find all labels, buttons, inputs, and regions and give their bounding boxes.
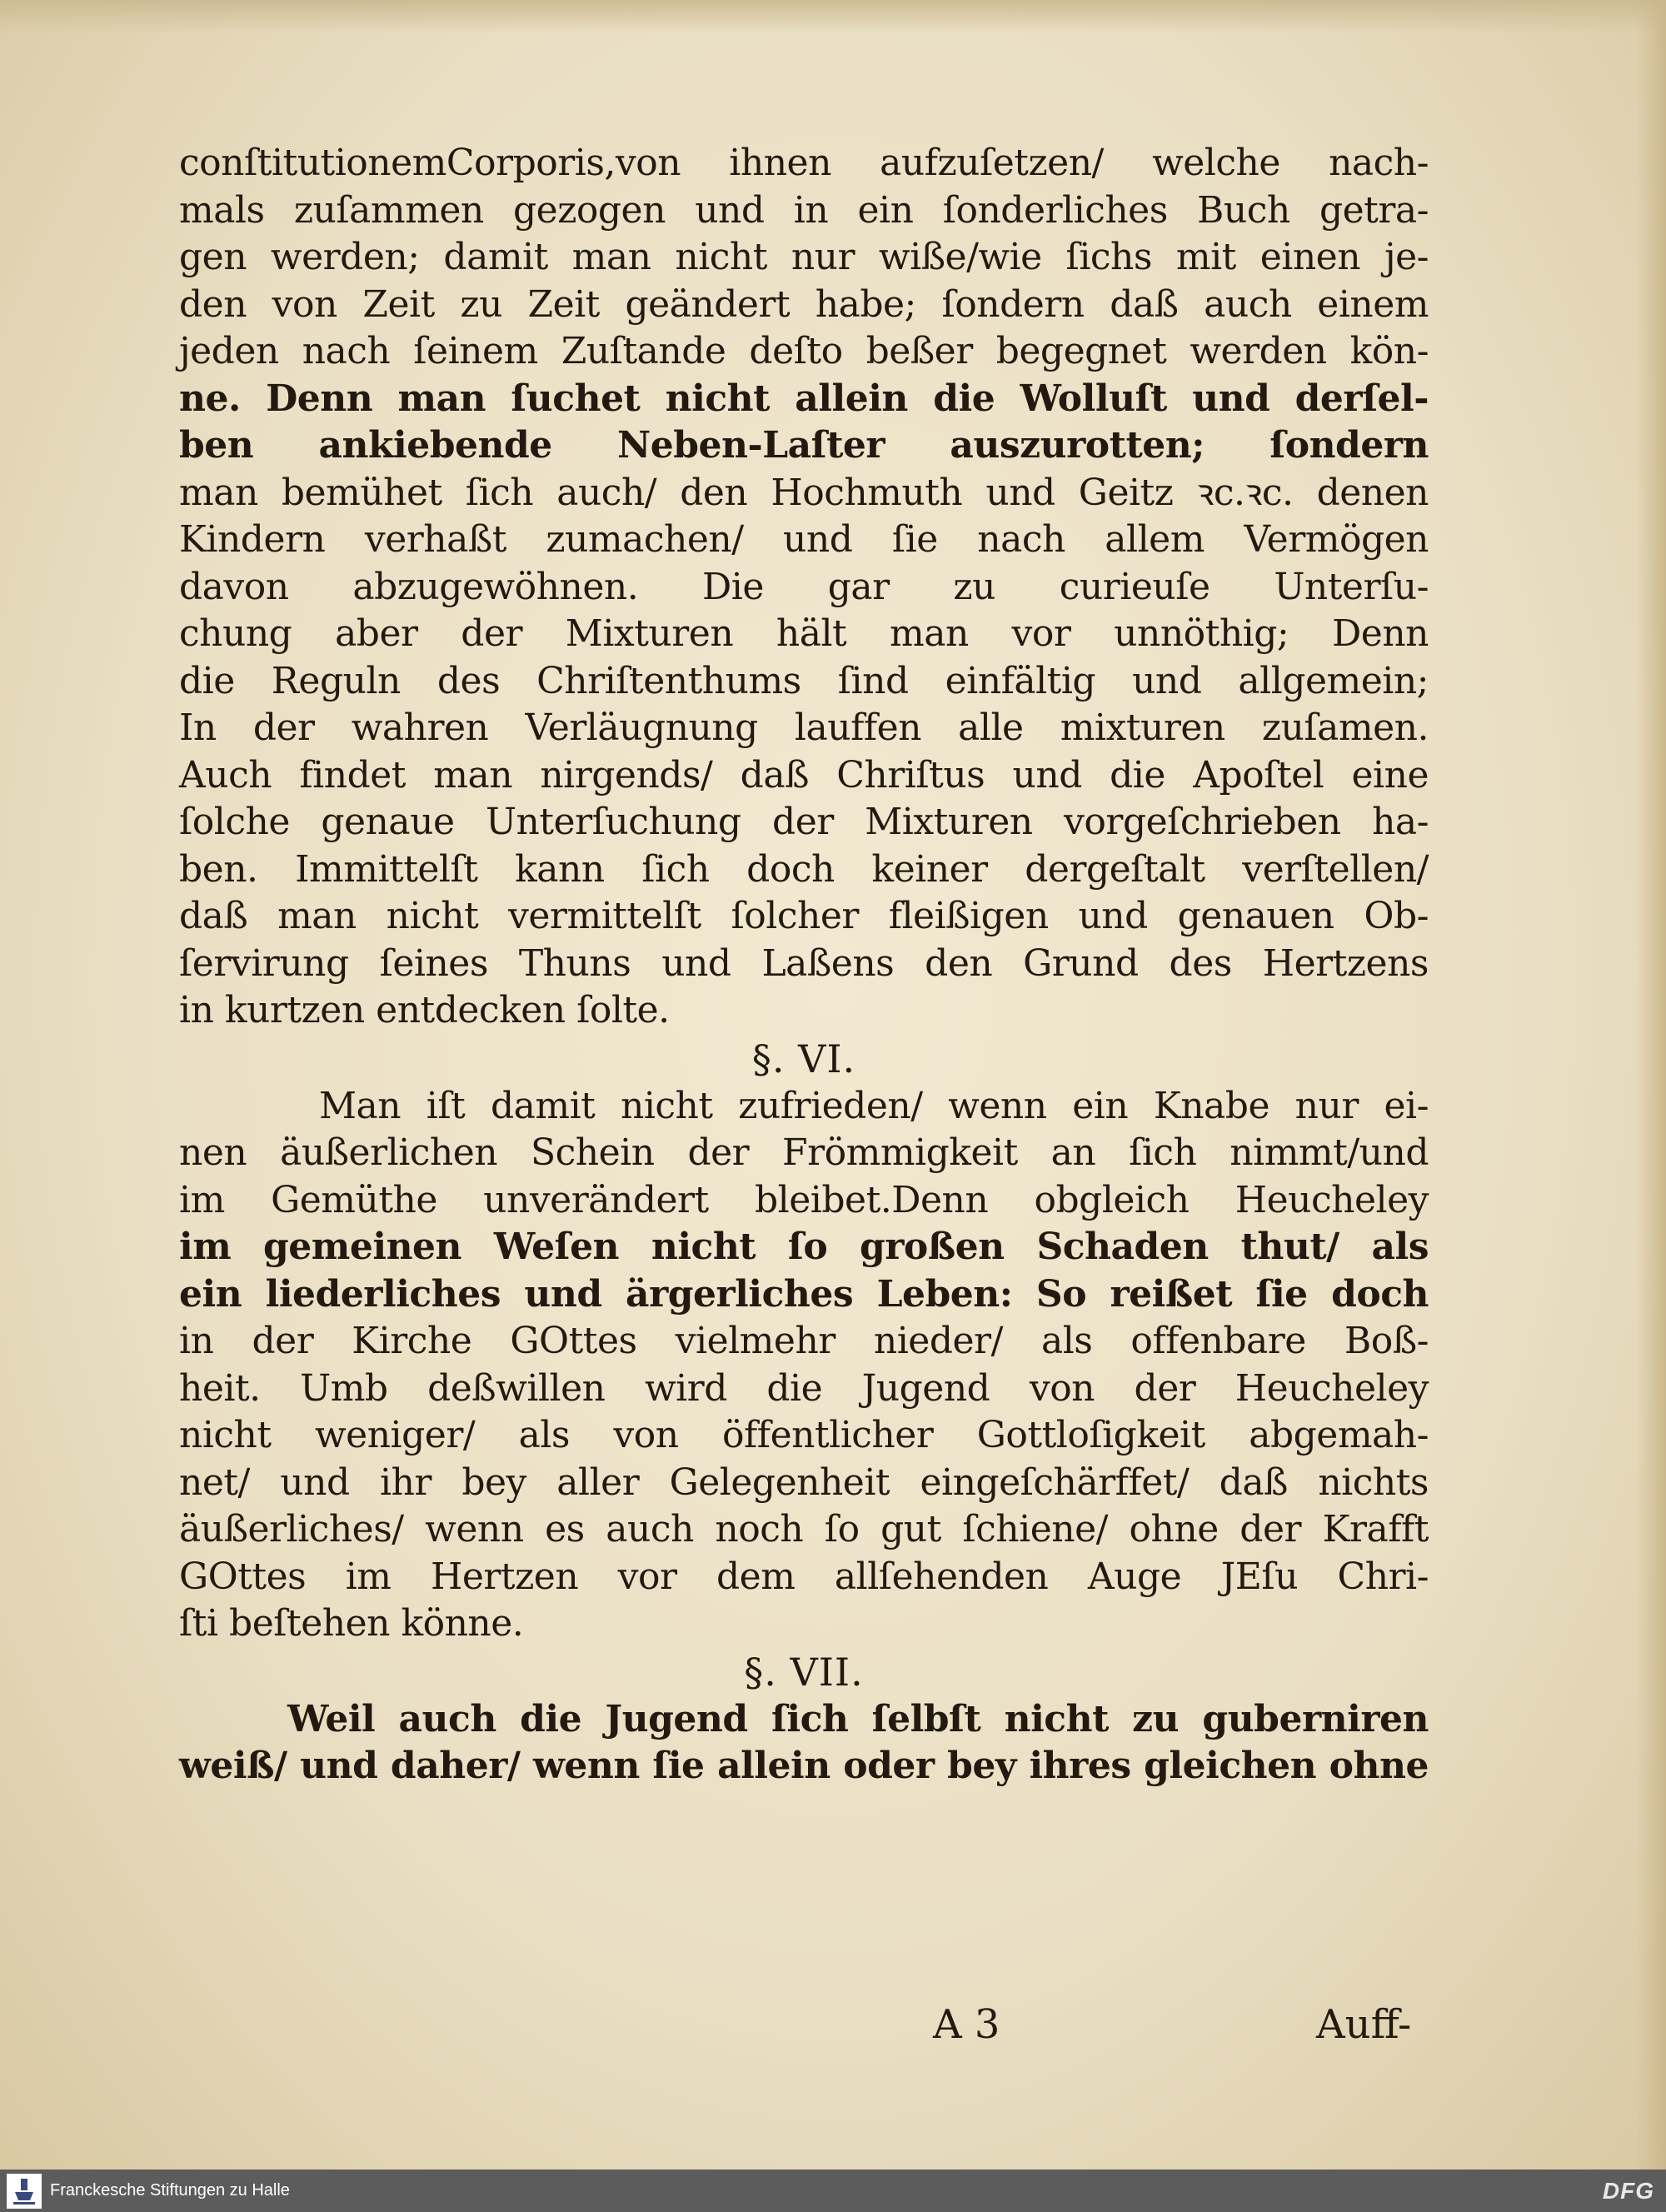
text-line: jeden nach ſeinem Zuſtande deſto beßer begegnet werden kön- (179, 330, 1429, 372)
text-line: GOttes im Hertzen vor dem allſehenden Auge JEſu Chri- (179, 1555, 1429, 1598)
text-line: davon abzugewöhnen. Die gar zu curieuſe Unterſu- (179, 565, 1429, 608)
text-line: ein liederliches und ärgerliches Leben: So reißet ſie doch (179, 1272, 1429, 1316)
text-line: heit. Umb deßwillen wird die Jugend von der Heucheley (179, 1366, 1429, 1410)
text-line: die Reguln des Chriſtenthums ſind einfältig und allgemein; (179, 659, 1429, 702)
text-line: ſervirung ſeines Thuns und Laßens den Grund des Hertzens (179, 941, 1429, 985)
text-line: conſtitutionemCorporis,von ihnen aufzuſetzen/ welche nach- (179, 142, 1429, 184)
text-line: ſti beſtehen könne. (179, 1602, 524, 1645)
text-line: ſolche genaue Unterſuchung der Mixturen vorgeſchrieben ha- (179, 801, 1429, 843)
text-line: Man iſt damit nicht zufrieden/ wenn ein Knabe nur ei- (319, 1084, 1429, 1127)
text-line: ben ankiebende Neben-Laſter auszurotten; ſondern (179, 424, 1429, 467)
dfg-logo: DFG (1602, 2178, 1654, 2204)
text-line: nen äußerlichen Schein der Frömmigkeit an ſich nimmt/und (179, 1131, 1429, 1174)
text-line: Kindern verhaßt zumachen/ und ſie nach allem Vermögen (179, 518, 1429, 561)
text-line: man bemühet ſich auch/ den Hochmuth und Geitz ꝛc.ꝛc. denen (179, 471, 1429, 514)
catchword: Auff- (1316, 2001, 1412, 2048)
text-line: äußerliches/ wenn es auch noch ſo gut ſchiene/ ohne der Krafft (179, 1508, 1429, 1550)
text-line: im gemeinen Weſen nicht ſo großen Schaden thut/ als (179, 1226, 1429, 1268)
text-line: im Gemüthe unverändert bleibet.Denn obgleich Heucheley (179, 1178, 1429, 1221)
text-line: net/ und ihr bey aller Gelegenheit eingeſchärffet/ daß nichts (179, 1461, 1429, 1504)
text-line: den von Zeit zu Zeit geändert habe; ſondern daß auch einem (179, 282, 1429, 326)
text-line: ne. Denn man ſuchet nicht allein die Wolluſt und derſel- (179, 377, 1429, 420)
text-line: Weil auch die Jugend ſich ſelbſt nicht zu guberniren (287, 1697, 1429, 1740)
section-heading-6: §. VI. (751, 1036, 856, 1081)
viewer-footer-bar (0, 2170, 1666, 2212)
page-text (179, 140, 1429, 1790)
page-edge (1636, 0, 1666, 2170)
text-line: In der wahren Verläugnung lauffen alle mixturen zuſamen. (179, 707, 1429, 749)
text-line: Auch findet man nirgends/ daß Chriſtus und die Apoſtel eine (179, 753, 1429, 796)
text-line: ben. Immittelſt kann ſich doch keiner dergeſtalt verſtellen/ (179, 847, 1429, 891)
text-line: chung aber der Mixturen hält man vor unnöthig; Denn (179, 612, 1429, 655)
text-line: nicht weniger/ als von öffentlicher Gottloſigkeit abgemah- (179, 1414, 1429, 1456)
page-top-shadow (0, 0, 1666, 33)
text-line: weiß/ und daher/ wenn ſie allein oder bey ihres gleichen ohne (179, 1745, 1429, 1787)
text-line: mals zuſammen gezogen und in ein ſonderliches Buch getra- (179, 188, 1429, 232)
franckesche-stiftungen-logo-icon (7, 2174, 42, 2209)
text-line: daß man nicht vermittelſt ſolcher fleißigen und genauen Ob- (179, 895, 1429, 937)
signature-mark: A 3 (933, 2001, 1000, 2048)
text-line: gen werden; damit man nicht nur wiße/wie ſichs mit einen je- (179, 236, 1429, 278)
text-line: in der Kirche GOttes vielmehr nieder/ als offenbare Boß- (179, 1320, 1429, 1362)
section-heading-7: §. VII. (744, 1649, 864, 1695)
institution-label: Franckesche Stiftungen zu Halle (50, 2181, 290, 2200)
text-line: in kurtzen entdecken ſolte. (179, 989, 670, 1031)
